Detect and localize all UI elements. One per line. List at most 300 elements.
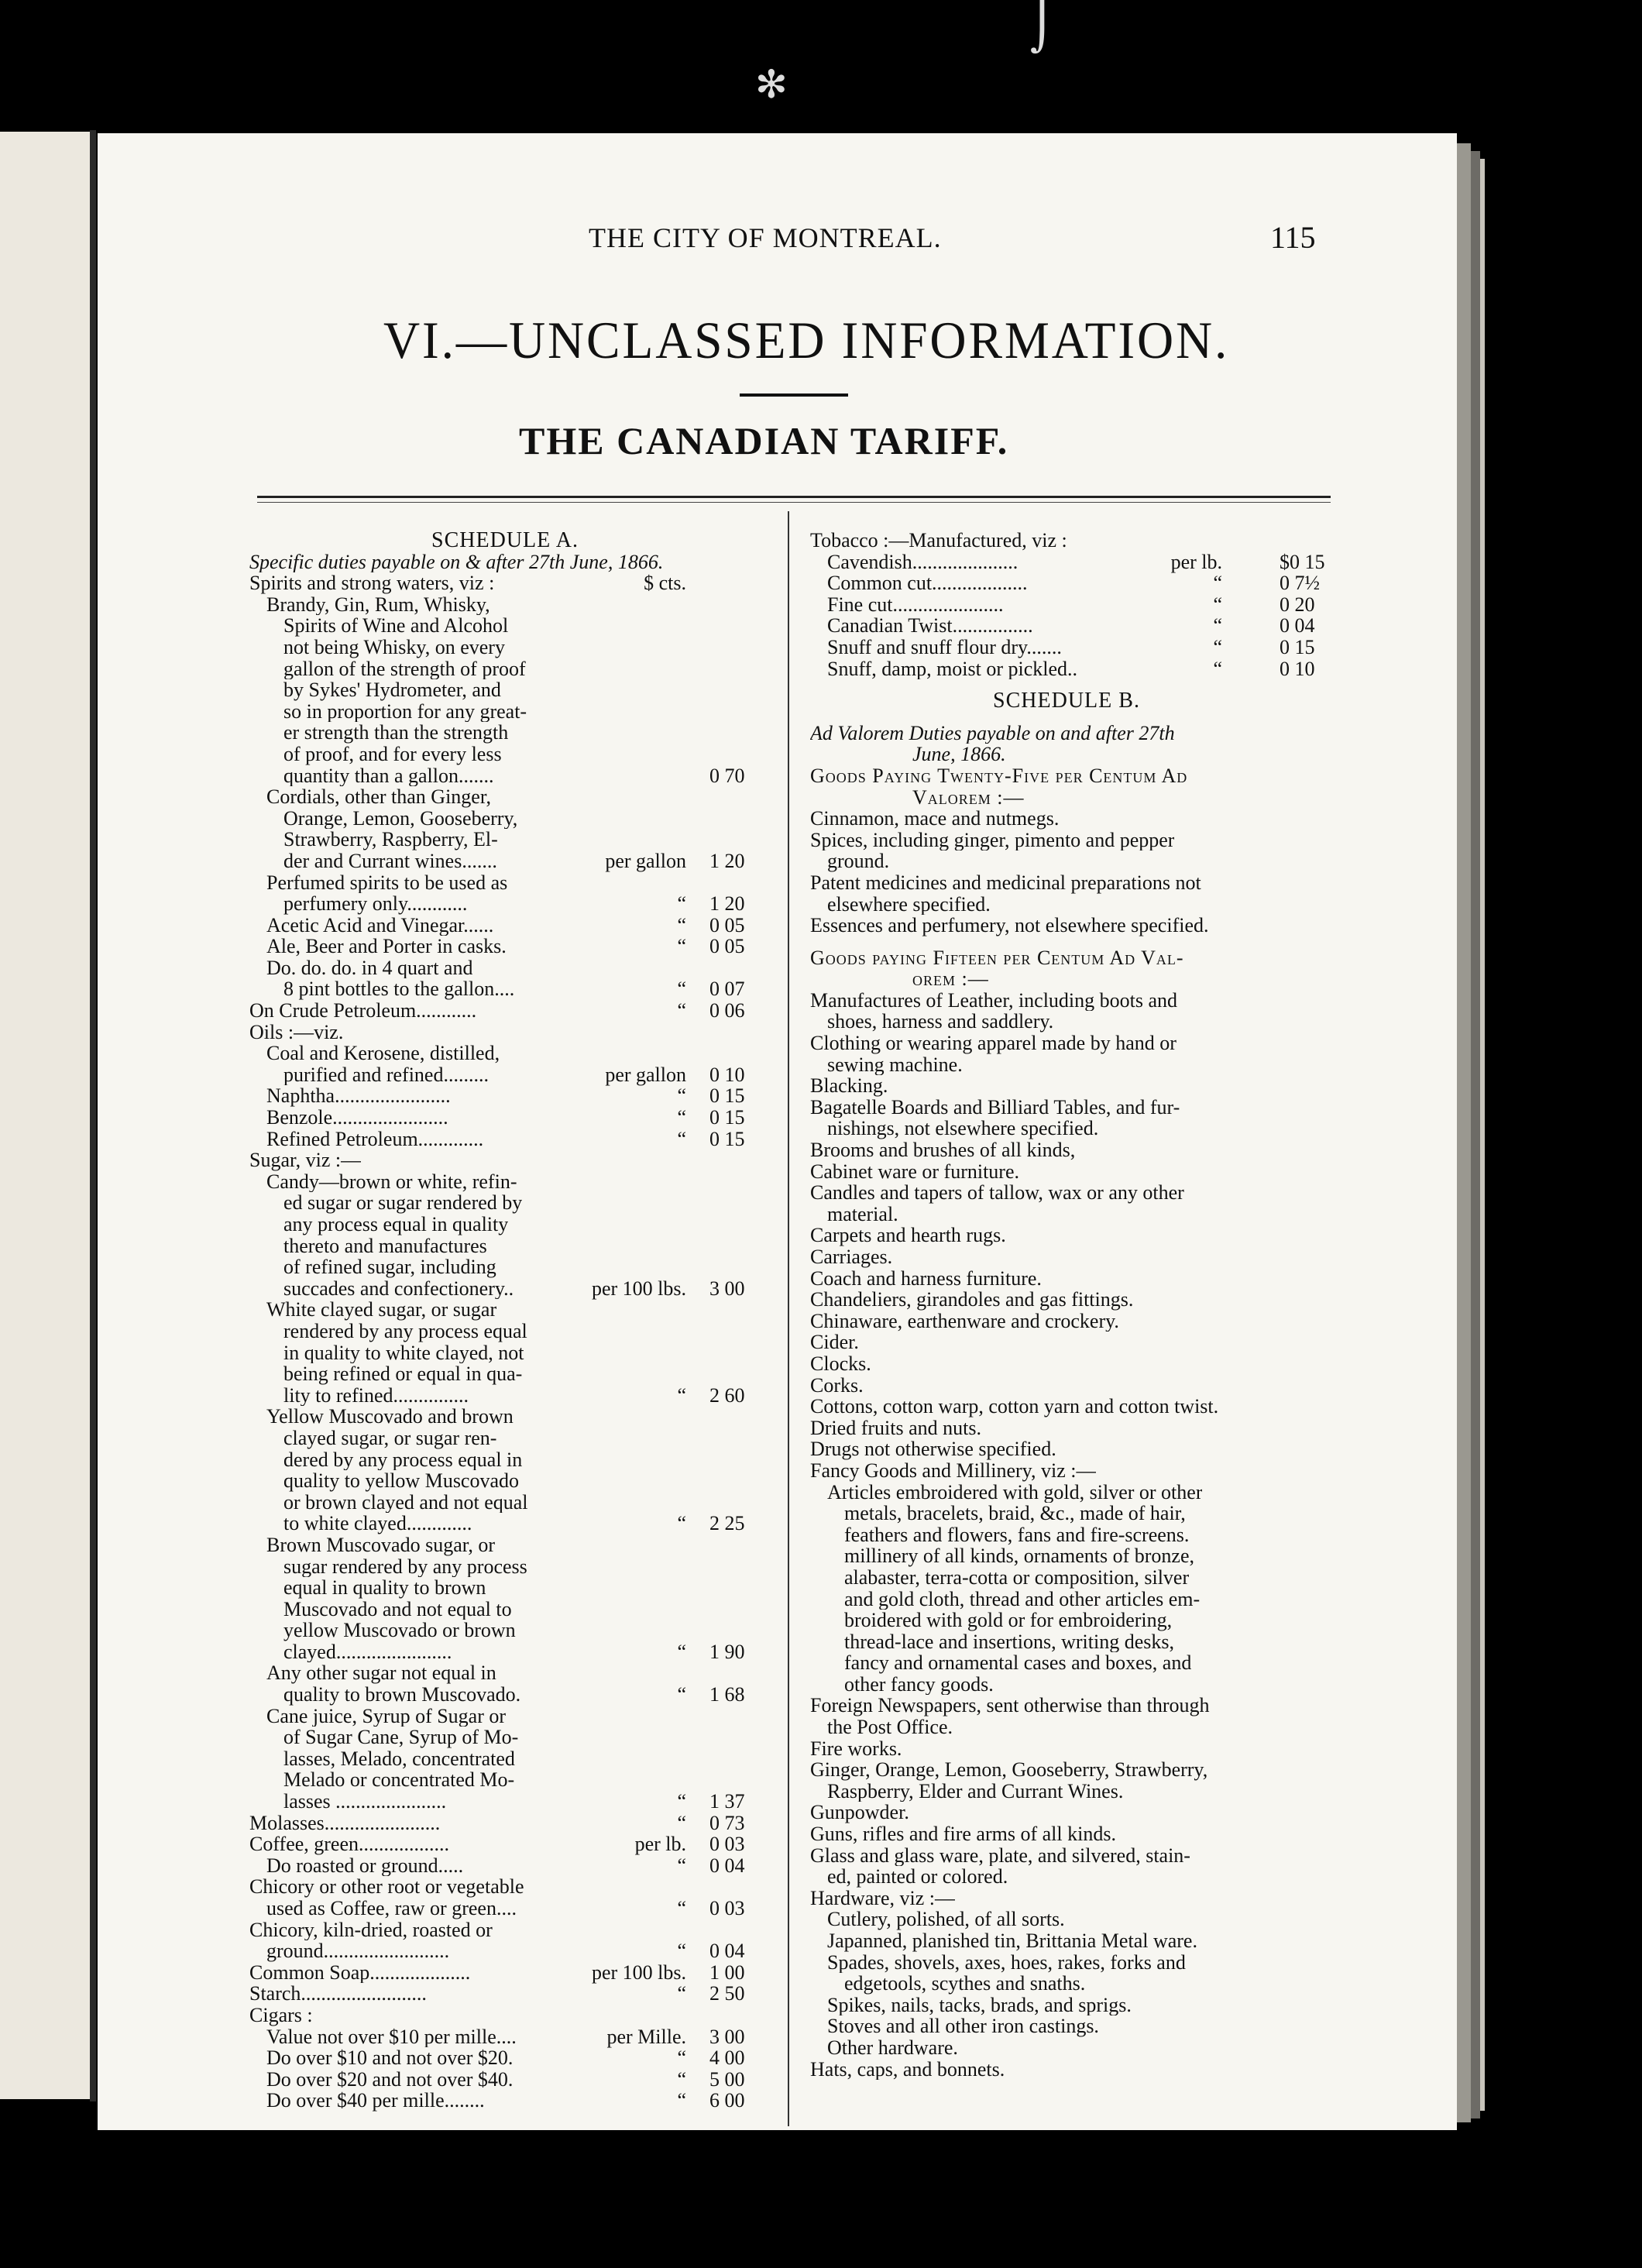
category-heading: Valorem :— (912, 786, 1025, 809)
tariff-row (249, 786, 761, 808)
duty-unit: “ (677, 999, 686, 1022)
tariff-row (810, 1332, 1323, 1353)
duty-value: 6 00 (709, 2089, 745, 2112)
tariff-row (249, 1727, 761, 1748)
duty-unit: “ (677, 892, 686, 916)
item-text: Articles embroidered with gold, silver or other (827, 1481, 1203, 1503)
duty-value: 0 20 (1280, 593, 1315, 616)
tariff-row (810, 830, 1323, 851)
tariff-row (249, 1641, 761, 1663)
tariff-row (249, 1813, 761, 1834)
duty-value: 1 90 (709, 1640, 745, 1663)
tariff-row (810, 915, 1323, 936)
item-text: material. (827, 1203, 898, 1225)
item-text: in quality to white clayed, not (283, 1342, 524, 1364)
tariff-row (249, 615, 761, 637)
tariff-row (249, 1406, 761, 1428)
item-text: Candy—brown or white, refin- (266, 1170, 517, 1193)
item-text: Foreign Newspapers, sent otherwise than through (810, 1695, 1210, 1717)
category-heading: Goods paying Fifteen per Centum Ad Val- (810, 947, 1184, 969)
item-text: Chandeliers, girandoles and gas fittings. (810, 1289, 1134, 1311)
item-text: by Sykes' Hydrometer, and (283, 679, 501, 701)
duty-value: 0 06 (709, 999, 745, 1022)
tariff-row (810, 1033, 1323, 1054)
tariff-row (810, 1097, 1323, 1119)
tariff-row (810, 1396, 1323, 1418)
tariff-row (249, 1085, 761, 1107)
tariff-row (249, 2069, 761, 2091)
tariff-row (249, 1214, 761, 1235)
duty-value: 1 68 (709, 1683, 745, 1706)
tariff-row (810, 990, 1323, 1012)
item-text: Other hardware. (827, 2036, 958, 2059)
duty-unit: “ (1213, 572, 1222, 595)
item-text: Do over $10 and not over $20. (266, 2047, 514, 2069)
tariff-row (810, 615, 1323, 637)
duty-unit: “ (677, 1811, 686, 1834)
duty-value: 4 00 (709, 2046, 745, 2070)
tariff-row (249, 1342, 761, 1364)
duty-unit: per 100 lbs. (591, 1960, 686, 1984)
item-text: On Crude Petroleum............ (249, 1000, 477, 1022)
item-text: Spirits and strong waters, viz : (249, 572, 495, 594)
tariff-row (249, 552, 761, 573)
item-text: Brooms and brushes of all kinds, (810, 1139, 1076, 1161)
tariff-row (810, 1738, 1323, 1760)
item-text: Any other sugar not equal in (266, 1662, 496, 1685)
tariff-row (810, 1438, 1323, 1460)
item-text: any process equal in quality (283, 1214, 509, 1235)
item-text: Glass and glass ware, plate, and silvered, stain- (810, 1844, 1190, 1867)
item-text: Manufactures of Leather, including boots and (810, 989, 1178, 1012)
tariff-row (249, 1791, 761, 1813)
duty-unit: “ (1213, 614, 1222, 637)
tariff-row (249, 872, 761, 894)
duty-unit: “ (677, 1127, 686, 1150)
tariff-row (249, 744, 761, 765)
tariff-row (810, 690, 1323, 712)
tariff-row (810, 1353, 1323, 1375)
item-text: Brandy, Gin, Rum, Whisky, (266, 593, 490, 616)
tariff-row (810, 1952, 1323, 1974)
tariff-row (810, 1482, 1323, 1503)
spacer (810, 936, 1323, 947)
tariff-row (249, 957, 761, 979)
duty-unit: per gallon (605, 849, 686, 872)
item-text: er strength than the strength (283, 722, 509, 744)
tariff-row (249, 1534, 761, 1556)
item-text: rendered by any process equal (283, 1320, 527, 1342)
item-text: so in proportion for any great- (283, 700, 527, 723)
item-text: of proof, and for every less (283, 743, 502, 765)
tariff-row (810, 1460, 1323, 1482)
item-text: Cutlery, polished, of all sorts. (827, 1909, 1065, 1930)
tariff-row (249, 1513, 761, 1534)
item-text: gallon of the strength of proof (283, 658, 526, 680)
tariff-row (249, 1235, 761, 1257)
tariff-row (249, 1171, 761, 1193)
duty-value: 0 04 (709, 1854, 745, 1877)
item-text: Essences and perfumery, not elsewhere specified. (810, 915, 1209, 936)
tariff-row (810, 1246, 1323, 1268)
tariff-row (249, 679, 761, 701)
duty-unit: “ (677, 1084, 686, 1108)
tariff-row (249, 530, 761, 552)
duty-value: 0 10 (1280, 657, 1315, 680)
item-text: other fancy goods. (844, 1673, 994, 1696)
tariff-row (249, 637, 761, 658)
tariff-row (249, 1278, 761, 1300)
tariff-row (810, 723, 1323, 744)
tariff-row (810, 1631, 1323, 1653)
tariff-row (810, 1503, 1323, 1524)
duty-unit: “ (677, 935, 686, 958)
item-text: Ale, Beer and Porter in casks. (266, 936, 507, 957)
item-text: White clayed sugar, or sugar (266, 1299, 497, 1321)
item-text: Do roasted or ground..... (266, 1854, 464, 1877)
tariff-row (249, 1940, 761, 1962)
scan-speck: ✻ (755, 62, 788, 107)
double-rule-top (257, 496, 1331, 498)
duty-value: 3 00 (709, 2025, 745, 2048)
item-text: Cane juice, Syrup of Sugar or (266, 1705, 507, 1727)
item-text: Starch......................... (249, 1983, 427, 2005)
item-text: being refined or equal in qua- (283, 1363, 523, 1385)
item-text: Cinnamon, mace and nutmegs. (810, 808, 1060, 830)
item-text: Raspberry, Elder and Currant Wines. (827, 1780, 1124, 1802)
tariff-row (810, 1716, 1323, 1738)
duty-value: 0 15 (709, 1084, 745, 1108)
tariff-row (810, 808, 1323, 830)
tariff-row (810, 1866, 1323, 1888)
item-text: yellow Muscovado or brown (283, 1620, 516, 1641)
item-text: succades and confectionery.. (283, 1277, 514, 1300)
item-text: ground......................... (266, 1940, 450, 1962)
item-text: Orange, Lemon, Gooseberry, (283, 807, 518, 830)
item-text: Carriages. (810, 1246, 893, 1268)
item-text: Melado or concentrated Mo- (283, 1769, 515, 1792)
tariff-row (810, 1610, 1323, 1631)
left-column (249, 530, 761, 2112)
tariff-row (249, 893, 761, 915)
double-rule-bottom (257, 502, 1331, 503)
duty-unit: per Mille. (606, 2025, 686, 2048)
duty-unit: “ (677, 1383, 686, 1407)
tariff-row (249, 1321, 761, 1342)
item-text: Spices, including ginger, pimento and pepper (810, 829, 1175, 851)
tariff-row (810, 1418, 1323, 1439)
tariff-row (249, 1684, 761, 1706)
item-text: Fire works. (810, 1737, 902, 1760)
tariff-row (249, 936, 761, 957)
tariff-row (249, 1428, 761, 1449)
item-text: equal in quality to brown (283, 1577, 486, 1599)
tariff-row (810, 744, 1323, 765)
duty-unit: “ (677, 1640, 686, 1663)
item-text: sugar rendered by any process (283, 1555, 527, 1578)
item-text: metals, bracelets, braid, &c., made of hair, (844, 1503, 1186, 1524)
item-text: and gold cloth, thread and other articles em- (844, 1588, 1201, 1610)
item-text: feathers and flowers, fans and fire-screens. (844, 1524, 1190, 1546)
item-text: Spikes, nails, tacks, brads, and sprigs. (827, 1994, 1132, 2016)
tariff-row (249, 1000, 761, 1022)
item-text: Molasses....................... (249, 1812, 441, 1834)
duty-value: 3 00 (709, 1277, 745, 1300)
tariff-row (249, 658, 761, 680)
duty-value: 0 04 (709, 1940, 745, 1963)
duty-value: $0 15 (1280, 550, 1325, 573)
item-text: Do. do. do. in 4 quart and (266, 957, 473, 979)
duty-unit: “ (677, 1897, 686, 1919)
duty-unit: “ (677, 2067, 686, 2091)
item-text: Ginger, Orange, Lemon, Gooseberry, Strawberry, (810, 1759, 1208, 1781)
duty-value: 0 15 (1280, 635, 1315, 658)
item-text: Do over $20 and not over $40. (266, 2068, 514, 2091)
item-text: Perfumed spirits to be used as (266, 871, 508, 894)
tariff-row (249, 1898, 761, 1919)
tariff-row (249, 1919, 761, 1941)
tariff-row (810, 1589, 1323, 1610)
duty-value: 2 25 (709, 1512, 745, 1535)
item-text: 8 pint bottles to the gallon.... (283, 978, 515, 1001)
item-text: Refined Petroleum............. (266, 1128, 484, 1150)
tariff-row (249, 1043, 761, 1064)
item-text: June, 1866. (912, 744, 1006, 765)
tariff-row (810, 658, 1323, 680)
duty-unit: per gallon (605, 1063, 686, 1086)
page-subtitle: THE CANADIAN TARIFF. (519, 419, 1009, 462)
tariff-row (249, 701, 761, 723)
duty-unit: “ (1213, 593, 1222, 616)
tariff-row (810, 850, 1323, 872)
item-text: Tobacco :—Manufactured, viz : (810, 530, 1067, 552)
tariff-row (810, 637, 1323, 658)
item-text: Corks. (810, 1374, 864, 1397)
duty-value: 1 00 (709, 1960, 745, 1984)
item-text: clayed....................... (283, 1641, 452, 1663)
item-text: Patent medicines and medicinal preparations not (810, 871, 1201, 894)
duty-unit: “ (677, 1940, 686, 1963)
item-text: Brown Muscovado sugar, or (266, 1534, 496, 1556)
tariff-row (810, 1225, 1323, 1246)
tariff-row (249, 1769, 761, 1791)
tariff-row (249, 1149, 761, 1171)
tariff-row (810, 1375, 1323, 1397)
duty-value: 0 03 (709, 1833, 745, 1856)
tariff-row (810, 2059, 1323, 2081)
duty-unit: “ (677, 2046, 686, 2070)
item-text: Value not over $10 per mille.... (266, 2026, 517, 2048)
duty-value: 0 05 (709, 935, 745, 958)
tariff-row (249, 1662, 761, 1684)
tariff-row (810, 1674, 1323, 1696)
tariff-row (249, 1470, 761, 1492)
tariff-row (810, 1311, 1323, 1332)
duty-unit: $ cts. (644, 572, 686, 595)
tariff-row (810, 1652, 1323, 1674)
duty-value: 2 60 (709, 1383, 745, 1407)
tariff-row (249, 2026, 761, 2048)
tariff-row (810, 1268, 1323, 1290)
tariff-row (810, 1695, 1323, 1716)
tariff-row (810, 1182, 1323, 1204)
item-text: sewing machine. (827, 1053, 963, 1076)
item-text: Muscovado and not equal to (283, 1598, 512, 1620)
duty-value: 0 03 (709, 1897, 745, 1919)
tariff-row (810, 1204, 1323, 1225)
tariff-row (249, 978, 761, 1000)
item-text: Cottons, cotton warp, cotton yarn and cotton twist. (810, 1396, 1219, 1418)
tariff-row (249, 1107, 761, 1129)
item-text: Specific duties payable on & after 27th June, 1866. (249, 551, 664, 573)
item-text: Coach and harness furniture. (810, 1267, 1042, 1290)
item-text: Cavendish..................... (827, 551, 1019, 573)
tariff-row (810, 1909, 1323, 1930)
item-text: not being Whisky, on every (283, 636, 505, 658)
item-text: Fancy Goods and Millinery, viz :— (810, 1459, 1097, 1482)
tariff-row (810, 1888, 1323, 1909)
item-text: Cabinet ware or furniture. (810, 1160, 1020, 1183)
item-text: perfumery only............ (283, 893, 468, 915)
tariff-row (249, 1192, 761, 1214)
duty-unit: per 100 lbs. (591, 1277, 686, 1300)
item-text: Bagatelle Boards and Billiard Tables, and fur- (810, 1096, 1180, 1119)
tariff-row (810, 552, 1323, 573)
spacer (810, 679, 1323, 690)
right-column (810, 530, 1323, 2080)
duty-value: 0 05 (709, 913, 745, 936)
tariff-row (249, 1022, 761, 1043)
tariff-row (810, 1289, 1323, 1311)
tariff-row (249, 850, 761, 872)
tariff-row (810, 1011, 1323, 1033)
tariff-row (810, 1545, 1323, 1567)
page-number: 115 (1270, 220, 1316, 255)
tariff-row (810, 1802, 1323, 1823)
duty-value: 0 07 (709, 978, 745, 1001)
tariff-row (249, 2005, 761, 2026)
schedule-heading: SCHEDULE A. (431, 530, 579, 552)
item-text: Chicory or other root or vegetable (249, 1876, 524, 1898)
book-gutter (90, 130, 96, 2101)
item-text: broidered with gold or for embroidering, (844, 1610, 1173, 1631)
duty-value: 1 20 (709, 892, 745, 916)
duty-unit: “ (677, 1106, 686, 1129)
item-text: Fine cut...................... (827, 593, 1004, 616)
item-text: Naphtha....................... (266, 1085, 451, 1108)
item-text: ed, painted or colored. (827, 1866, 1008, 1888)
item-text: Candles and tapers of tallow, wax or any other (810, 1182, 1184, 1204)
item-text: Spirits of Wine and Alcohol (283, 615, 509, 637)
item-text: lasses ...................... (283, 1791, 447, 1813)
item-text: quantity than a gallon....... (283, 765, 494, 787)
tariff-row (249, 1706, 761, 1727)
tariff-row (810, 1845, 1323, 1867)
tariff-row (249, 1577, 761, 1599)
item-text: alabaster, terra-cotta or composition, silver (844, 1566, 1190, 1589)
item-text: Benzole....................... (266, 1107, 448, 1129)
item-text: Dried fruits and nuts. (810, 1417, 981, 1439)
tariff-row (249, 1064, 761, 1086)
item-text: edgetools, scythes and snaths. (844, 1973, 1086, 1995)
item-text: Acetic Acid and Vinegar...... (266, 914, 494, 936)
item-text: thread-lace and insertions, writing desks, (844, 1631, 1174, 1653)
item-text: of refined sugar, including (283, 1256, 496, 1278)
item-text: Yellow Muscovado and brown (266, 1406, 514, 1428)
item-text: Guns, rifles and fire arms of all kinds. (810, 1823, 1116, 1845)
tariff-row (249, 829, 761, 850)
item-text: Common cut................... (827, 572, 1028, 594)
category-heading: Goods Paying Twenty-Five per Centum Ad (810, 765, 1188, 787)
tariff-row (249, 2090, 761, 2112)
tariff-row (249, 594, 761, 616)
tariff-row (249, 1620, 761, 1641)
item-text: Coal and Kerosene, distilled, (266, 1043, 500, 1064)
item-text: used as Coffee, raw or green.... (266, 1898, 517, 1919)
tariff-row (810, 1524, 1323, 1546)
item-text: Clocks. (810, 1352, 871, 1375)
tariff-row (249, 1556, 761, 1578)
item-text: Carpets and hearth rugs. (810, 1225, 1006, 1246)
duty-unit: “ (677, 2089, 686, 2112)
tariff-row (249, 1256, 761, 1278)
tariff-row (810, 1759, 1323, 1781)
duty-unit: “ (677, 1512, 686, 1535)
tariff-row (249, 1833, 761, 1855)
tariff-row (810, 1054, 1323, 1076)
item-text: Snuff, damp, moist or pickled.. (827, 658, 1078, 680)
title-rule (740, 393, 848, 397)
item-text: Cigars : (249, 2004, 313, 2026)
tariff-row (810, 1139, 1323, 1161)
section-title: VI.—UNCLASSED INFORMATION. (383, 311, 1230, 369)
tariff-row (810, 2037, 1323, 2059)
duty-unit: “ (677, 1982, 686, 2005)
tariff-row (249, 1876, 761, 1898)
item-text: to white clayed............. (283, 1513, 472, 1534)
item-text: Oils :—viz. (249, 1021, 344, 1043)
duty-value: 5 00 (709, 2067, 745, 2091)
item-text: Spades, shovels, axes, hoes, rakes, forks and (827, 1951, 1186, 1974)
item-text: purified and refined......... (283, 1064, 489, 1086)
item-text: clayed sugar, or sugar ren- (283, 1427, 497, 1449)
duty-value: 1 20 (709, 849, 745, 872)
tariff-row (810, 572, 1323, 594)
tariff-row (810, 787, 1323, 809)
spacer (810, 712, 1323, 723)
tariff-row (249, 765, 761, 787)
tariff-row (810, 1973, 1323, 1995)
duty-value: 0 7½ (1280, 572, 1320, 595)
item-text: Blacking. (810, 1075, 888, 1097)
item-text: Strawberry, Raspberry, El- (283, 829, 498, 850)
item-text: lasses, Melado, concentrated (283, 1747, 515, 1770)
tariff-row (810, 1781, 1323, 1802)
tariff-row (810, 1995, 1323, 2016)
tariff-row (249, 1748, 761, 1770)
tariff-row (810, 968, 1323, 990)
item-text: Sugar, viz :— (249, 1149, 362, 1171)
item-text: Canadian Twist................ (827, 615, 1033, 637)
running-title: THE CITY OF MONTREAL. (589, 222, 942, 253)
tariff-row (249, 572, 761, 594)
item-text: ground. (827, 850, 890, 872)
page-stack-edge (1457, 143, 1471, 2122)
item-text: Cider. (810, 1332, 859, 1353)
tariff-row (249, 1983, 761, 2005)
duty-unit: “ (677, 1854, 686, 1877)
tariff-row (810, 1075, 1323, 1097)
